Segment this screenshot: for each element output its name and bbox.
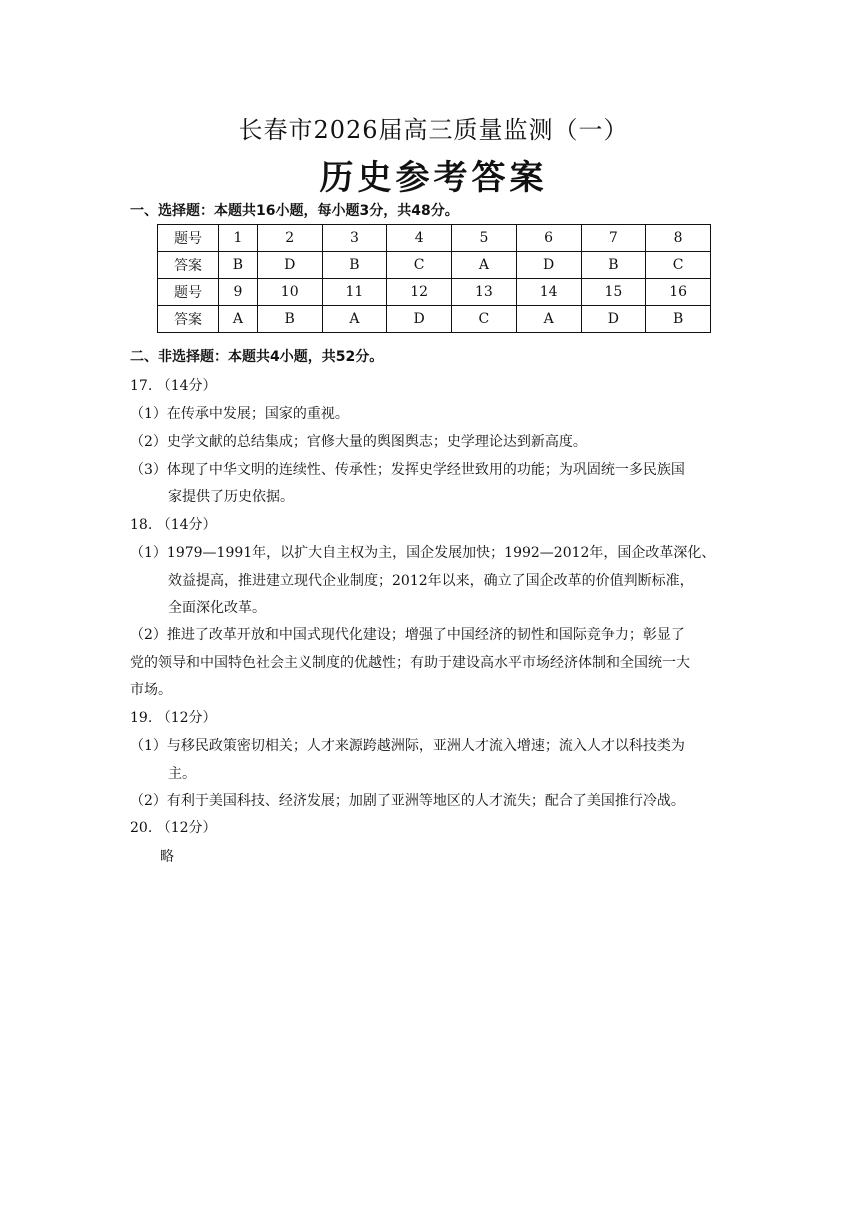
table-row xyxy=(158,279,711,306)
table-row xyxy=(158,225,711,252)
question-17-heading: 17. （14分） xyxy=(130,378,217,394)
table-cell: 2 xyxy=(257,225,322,252)
row-label: 答案 xyxy=(158,306,219,333)
question-18-part-1-cont2: 全面深化改革。 xyxy=(168,600,266,616)
table-cell: D xyxy=(581,306,646,333)
table-cell: 12 xyxy=(387,279,452,306)
section-heading-choice: 一、选择题：本题共16小题，每小题3分，共48分。 xyxy=(130,203,459,219)
table-cell: 11 xyxy=(322,279,387,306)
table-cell: 4 xyxy=(387,225,452,252)
table-cell: C xyxy=(387,252,452,279)
table-cell: B xyxy=(322,252,387,279)
table-cell: B xyxy=(646,306,711,333)
table-cell: 6 xyxy=(516,225,581,252)
table-cell: C xyxy=(646,252,711,279)
table-row xyxy=(158,252,711,279)
table-cell: 3 xyxy=(322,225,387,252)
row-label: 答案 xyxy=(158,252,219,279)
table-cell: 8 xyxy=(646,225,711,252)
answer-table xyxy=(157,224,711,333)
table-cell: A xyxy=(516,306,581,333)
table-cell: D xyxy=(516,252,581,279)
question-18-part-2-cont: 党的领导和中国特色社会主义制度的优越性；有助于建设高水平市场经济体制和全国统一大 xyxy=(130,655,690,671)
table-cell: 5 xyxy=(452,225,517,252)
table-cell: D xyxy=(257,252,322,279)
question-17-part-3-cont: 家提供了历史依据。 xyxy=(168,489,294,505)
row-label: 题号 xyxy=(158,225,219,252)
table-cell: B xyxy=(219,252,258,279)
question-17-part-2: （2）史学文献的总结集成；官修大量的舆图舆志；史学理论达到新高度。 xyxy=(130,434,587,450)
table-cell: D xyxy=(387,306,452,333)
table-cell: 9 xyxy=(219,279,258,306)
question-18-part-1: （1）1979—1991年，以扩大自主权为主，国企发展加快；1992—2012年，国企改革深化、 xyxy=(130,545,716,561)
document-title: 长春市2026届高三质量监测（一） xyxy=(238,116,629,144)
table-cell: 15 xyxy=(581,279,646,306)
table-cell: B xyxy=(581,252,646,279)
table-cell: A xyxy=(219,306,258,333)
table-cell: 14 xyxy=(516,279,581,306)
table-cell: 10 xyxy=(257,279,322,306)
question-18-part-2: （2）推进了改革开放和中国式现代化建设；增强了中国经济的韧性和国际竞争力；彰显了 xyxy=(130,627,685,643)
question-20-answer: 略 xyxy=(160,849,174,865)
table-cell: A xyxy=(452,252,517,279)
question-17-part-1: （1）在传承中发展；国家的重视。 xyxy=(130,406,349,422)
question-19-part-1-cont: 主。 xyxy=(168,766,196,782)
row-label: 题号 xyxy=(158,279,219,306)
question-20-heading: 20. （12分） xyxy=(130,820,217,836)
document-subtitle: 历史参考答案 xyxy=(319,158,548,198)
table-cell: 13 xyxy=(452,279,517,306)
question-19-heading: 19. （12分） xyxy=(130,710,217,726)
table-cell: A xyxy=(322,306,387,333)
question-18-part-1-cont: 效益提高，推进建立现代企业制度；2012年以来，确立了国企改革的价值判断标准， xyxy=(168,573,694,589)
question-19-part-1: （1）与移民政策密切相关；人才来源跨越洲际，亚洲人才流入增速；流入人才以科技类为 xyxy=(130,738,685,754)
question-17-part-3: （3）体现了中华文明的连续性、传承性；发挥史学经世致用的功能；为巩固统一多民族国 xyxy=(130,462,685,478)
table-cell: 1 xyxy=(219,225,258,252)
table-cell: 16 xyxy=(646,279,711,306)
question-19-part-2: （2）有利于美国科技、经济发展；加剧了亚洲等地区的人才流失；配合了美国推行冷战。 xyxy=(130,793,685,809)
table-cell: C xyxy=(452,306,517,333)
question-18-heading: 18. （14分） xyxy=(130,517,217,533)
table-row xyxy=(158,306,711,333)
question-18-part-2-cont2: 市场。 xyxy=(130,682,172,698)
table-cell: B xyxy=(257,306,322,333)
table-cell: 7 xyxy=(581,225,646,252)
section-heading-nonchoice: 二、非选择题：本题共4小题，共52分。 xyxy=(130,349,384,365)
